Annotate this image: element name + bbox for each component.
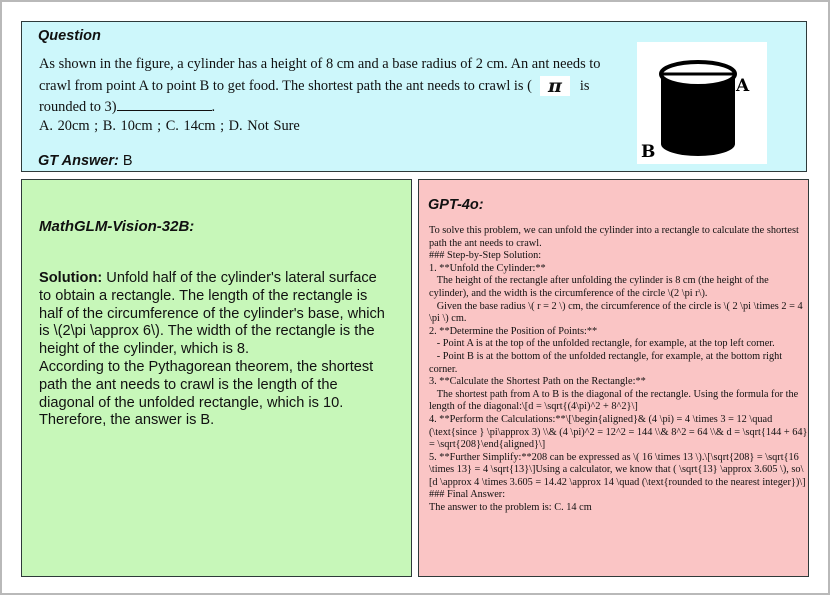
model-b-solution: To solve this problem, we can unfold the cylinder into a rectangle to calculate the shortest path the ant needs to crawl. ### Step-by-Step Solution: 1. **Unfold the Cylinder:** The height of the rectangle after unfolding the cylinder is 8 cm (the height of the cylinder), and the width is the circumference of the circle \(2 \pi r\). Given the base radius \( r = 2 \) cm, the circumference of the circle is \( 2 \pi \times 2 = 4 \pi \) cm. 2. **Determine the Position of Points:** - Point A is at the top of the unfolded rectangle, for example, at the top left corner. - Point B is at the bottom of the unfolded rectangle, for example, at the bottom right corner. 3. **Calculate the Shortest Path on the Rectangle:** The shortest path from A to B is the diagonal of the rectangle. Using the formula for the length of the diagonal:\[d = \sqrt{(4\pi)^2 + 8^2}\] 4. **Perform the Calculations:**\[\begin{aligned}& (4 \pi) = 4 \times 3 = 12 \quad (\text{since } \pi\approx 3) \\& (4 \pi)^2 = 12^2 = 144 \\& 8^2 = 64 \\& d = \sqrt{144 + 64} = \sqrt{208}\end{aligned}\] 5. **Further Simplify:**208 can be expressed as \( 16 \times 13 \).\[\sqrt{208} = \sqrt{16 \times 13} = 4 \sqrt{13}\]Using a calculator, we know that ( \sqrt{13} \approx 3.605 \), so\[d \approx 4 \times 3.605 = 14.42 \approx 14 \quad (\text{rounded to the nearest integer})\] ### Final Answer: The answer to the problem is: C. 14 cm xyxy=(429,225,808,514)
model-a-paragraph-3: Therefore, the answer is B. xyxy=(39,412,215,429)
question-text-end: . xyxy=(211,99,216,115)
ground-truth-value: B xyxy=(122,153,133,169)
question-panel xyxy=(21,21,807,172)
model-a-panel xyxy=(21,179,412,577)
pi-symbol-image: π xyxy=(540,76,570,96)
answer-blank xyxy=(117,98,212,111)
model-b-panel xyxy=(418,179,809,577)
model-a-solution xyxy=(39,270,391,430)
model-a-paragraph-1-text: Unfold half of the cylinder's lateral surface to obtain a rectangle. The length of the rectangle is half of the circumference of the cylinder's base, which is \(2\pi \approx 6\). The width of the rectangle is the height of the cylinder, which is 8. xyxy=(39,270,385,358)
ground-truth-answer xyxy=(38,153,133,169)
point-a-label: A xyxy=(736,76,750,96)
question-text-after: is rounded to 3) xyxy=(39,77,590,115)
question-heading: Question xyxy=(38,28,101,44)
model-a-title: MathGLM-Vision-32B: xyxy=(39,218,195,235)
solution-label: Solution: xyxy=(39,270,103,286)
cylinder-figure xyxy=(637,42,767,164)
answer-options: A. 20cm ; B. 10cm ; C. 14cm ; D. Not Sure xyxy=(39,118,300,134)
model-a-paragraph-1 xyxy=(39,270,391,359)
model-b-title: GPT-4o: xyxy=(428,197,484,213)
model-a-paragraph-2: According to the Pythagorean theorem, the shortest path the ant needs to crawl is the length of the diagonal of the unfolded rectangle, which is 10. xyxy=(39,358,374,411)
point-b-label: B xyxy=(641,142,656,162)
ground-truth-label: GT Answer: xyxy=(38,153,119,169)
question-text-before: As shown in the figure, a cylinder has a height of 8 cm and a base radius of 2 cm. An ant needs to crawl from point A to point B to get food. The shortest path the ant needs to crawl is ( xyxy=(39,56,601,94)
cylinder-diagram xyxy=(637,42,767,164)
question-text xyxy=(39,54,619,119)
